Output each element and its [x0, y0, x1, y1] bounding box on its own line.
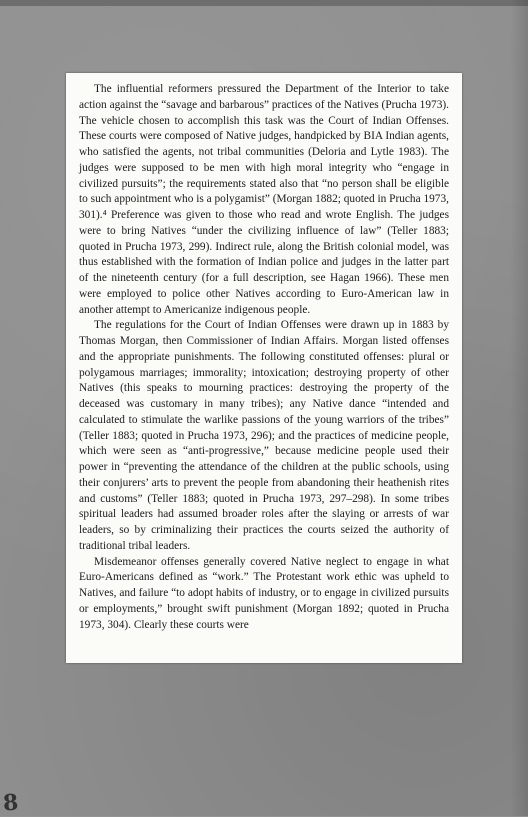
paragraph: Misdemeanor offenses generally covered Native neglect to engage in what Euro-Americans defined as “work.” The Protestant work ethic was upheld to Natives, and failure “to adopt habits of industry, or to engage in civilized pursuits or employments,” brought swift punishment (Morgan 1892; quoted in Prucha 1973, 304). Clearly these courts were — [79, 555, 449, 631]
body-text — [79, 82, 449, 633]
document-page — [66, 73, 462, 663]
scan-shadow — [510, 0, 528, 816]
paragraph: The regulations for the Court of Indian Offenses were drawn up in 1883 by Thomas Morgan, then Commissioner of Indian Affairs. Morgan listed offenses and the appropriate punishments. The following constituted offenses: plural or polygamous marriages; immorality; intoxication; destroying property of other Natives (this speaks to mourning practices: destroying the property of the deceased was customary in many tribes); any Native dance “intended and calculated to stimulate the warlike passions of the young warriors of the tribes” (Teller 1883; quoted in Prucha 1973, 296); and the practices of medicine people, which were seen as “anti-progressive,” because medicine people used their power in “preventing the attendance of the children at the public schools, using their conjurers’ arts to prevent the people from abandoning their heathenish rites and customs” (Teller 1883; quoted in Prucha 1973, 297–298). In some tribes spiritual leaders had assumed broader roles after the slaying or arrests of war leaders, so by criminalizing their practices the courts seized the authority of traditional tribal leaders. — [79, 319, 449, 552]
scan-border — [0, 0, 528, 6]
paragraph: The influential reformers pressured the Department of the Interior to take action against the “savage and barbarous” practices of the Natives (Prucha 1973). The vehicle chosen to accomplish this task was the Court of Indian Offenses. These courts were composed of Native judges, handpicked by BIA Indian agents, who satisfied the agents, not tribal communities (Deloria and Lytle 1983). The judges were supposed to be men with high moral integrity who “engage in civilized pursuits”; the requirements stated also that “no person shall be eligible to such appointment who is a polygamist” (Morgan 1882; quoted in Prucha 1973, 301).⁴ Preference was given to those who read and wrote English. The judges were to bring Natives “under the civilizing influence of law” (Teller 1883; quoted in Prucha 1973, 299). Indirect rule, along the British colonial model, was thus established with the formation of Indian police and judges in the latter part of the nineteenth century (for a full description, see Hagan 1966). These men were employed to police other Natives according to Euro-American law in another attempt to Americanize indigenous people. — [79, 83, 449, 316]
handwritten-page-mark: 8 — [2, 789, 20, 817]
